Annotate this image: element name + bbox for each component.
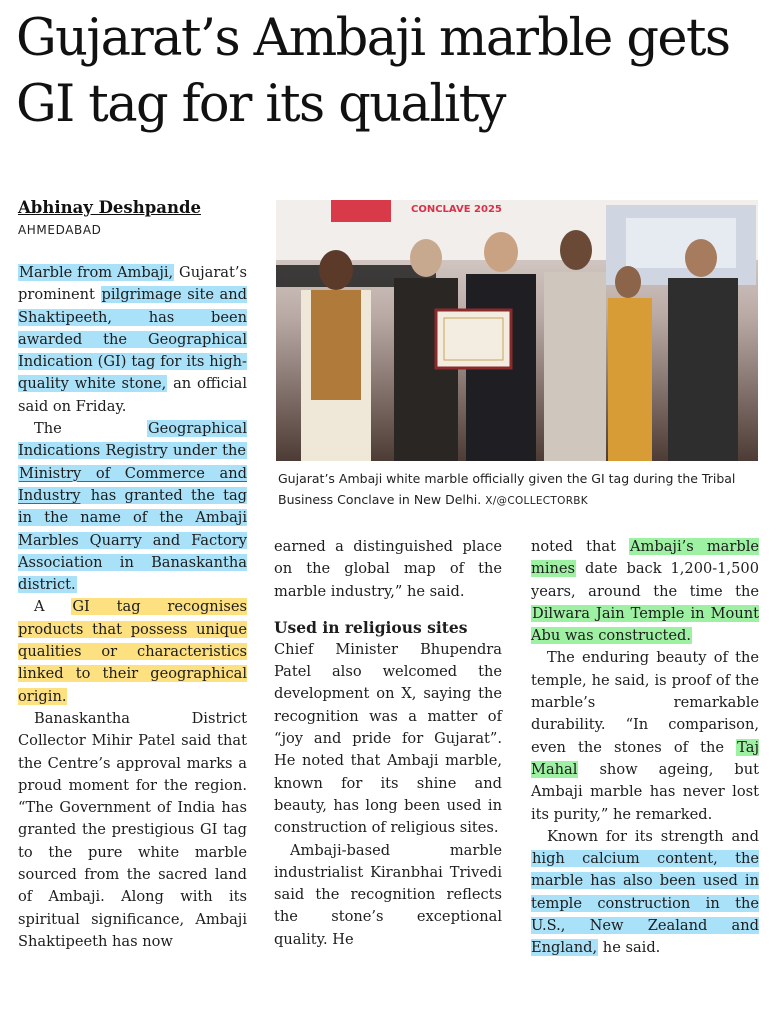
highlight-blue: pilgrimage site and Shaktipeeth, has been awarded the Geographical Indication (GI) tag for its high-quality white stone,: [18, 286, 247, 393]
paragraph-5: earned a distinguished place on the global map of the marble industry,” he said.: [274, 538, 502, 600]
paragraph-text: an official said on Friday.: [18, 375, 247, 415]
event-photo-illustration: [276, 200, 758, 461]
paragraph-text: he said.: [598, 939, 661, 957]
article-column-3: [531, 536, 759, 960]
paragraph-7: Ambaji-based marble industrialist Kiranbhai Trivedi said the recognition reflects the stone’s exceptional quality. He: [274, 841, 502, 948]
paragraph-6: Chief Minister Bhupendra Patel also welcomed the development on X, saying the recognition was a matter of “joy and pride for Gujarat”. He noted that Ambaji marble, known for its shine and beauty, has long been used in construction of religious sites.: [274, 640, 502, 837]
paragraph-4: Banaskantha District Collector Mihir Patel said that the Centre’s approval marks a proud moment for the region. “The Government of India has granted the prestigious GI tag to the pure white marble sourced from the sacred land of Ambaji. Along with its spiritual significance, Ambaji Shaktipeeth has now: [18, 709, 247, 950]
paragraph-text: Gujarat’s prominent: [18, 264, 247, 304]
highlight-blue: Marble from Ambaji,: [19, 264, 174, 281]
photo-credit: X/@COLLECTORBK: [485, 495, 588, 507]
caption-text: Gujarat’s Ambaji white marble officially given the GI tag during the Tribal Business Conclave in New Delhi.: [278, 471, 736, 507]
highlight-green: Taj Mahal: [531, 738, 759, 778]
paragraph-text: The: [34, 420, 147, 438]
article-column-1: [18, 262, 247, 953]
paragraph-2: [18, 418, 247, 596]
highlight-blue: has granted the tag in the name of the Ambaji Marbles Quarry and Factory Association in Banaskantha district.: [18, 486, 247, 594]
headline: Gujarat’s Ambaji marble gets GI tag for its quality: [16, 9, 730, 134]
paragraph-text: A: [34, 598, 72, 616]
paragraph-text: date back 1,200-1,500 years, around the time the: [531, 560, 759, 600]
paragraph-text: noted that: [531, 538, 630, 555]
certificate: [436, 310, 511, 368]
backdrop-text: CONCLAVE 2025: [411, 204, 502, 215]
subheading: Used in religious sites: [274, 617, 468, 637]
paragraph-text: show ageing, but Ambaji marble has never lost its purity,” he remarked.: [531, 760, 759, 823]
photo-caption: [278, 468, 758, 512]
backdrop-logo-shape: [331, 200, 391, 222]
article-column-2: [274, 536, 502, 951]
paragraph-1: [18, 262, 247, 418]
paragraph-3: [18, 596, 247, 707]
highlight-green: Ambaji’s marble mines: [531, 538, 759, 578]
news-photo: [276, 200, 758, 461]
highlight-yellow: GI tag recognises products that possess unique qualities or characteristics linked to their geographical origin.: [18, 598, 247, 705]
highlight-green: Dilwara Jain Temple in Mount Abu was constructed.: [531, 604, 759, 645]
dateline: AHMEDABAD: [18, 223, 102, 237]
highlight-blue: high calcium content, the marble has also been used in temple construction in the U.S., New Zealand and England,: [531, 850, 759, 957]
paragraph-8: [531, 536, 759, 647]
paragraph-text: The enduring beauty of the temple, he said, is proof of the marble’s remarkable durability. “In comparison, even the stones of the: [531, 649, 759, 756]
byline: Abhinay Deshpande: [18, 198, 201, 217]
highlight-blue: Geographical Indications Registry under the: [18, 420, 247, 460]
paragraph-9: [531, 647, 759, 825]
paragraph-text: Known for its strength and: [547, 827, 759, 845]
paragraph-10: [531, 826, 759, 960]
highlight-blue-underlined: Ministry of Commerce and Industry: [18, 464, 247, 504]
